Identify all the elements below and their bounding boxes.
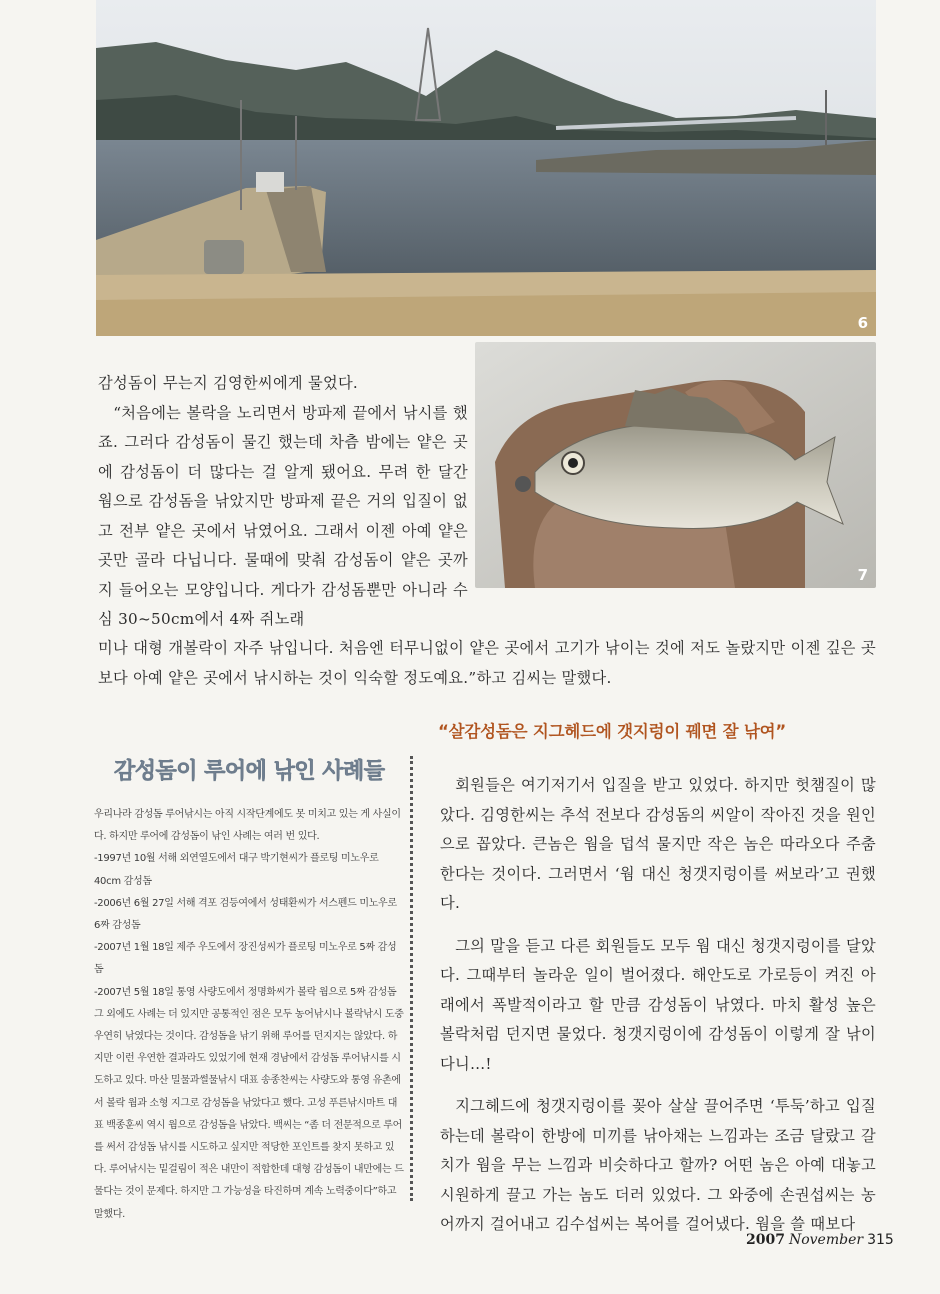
right-column-text <box>440 771 876 1240</box>
sidebar-divider <box>410 756 413 1201</box>
intro-continuation-text: 미나 대형 개볼락이 자주 낚입니다. 처음엔 터무니없이 얕은 곳에서 고기가 낚이는 것에 저도 놀랐지만 이젠 깊은 곳보다 아예 얕은 곳에서 낚시하는 것이 익숙할 정도예요.”하고 김씨는 말했다. <box>98 639 876 687</box>
intro-paragraph-1: 감성돔이 무는지 김영한씨에게 물었다. <box>98 374 359 392</box>
page-number: 315 <box>867 1232 894 1248</box>
intro-text <box>98 369 468 635</box>
sidebar-title: 감성돔이 루어에 낚인 사례들 <box>114 759 385 784</box>
intro-paragraph-2: “처음에는 볼락을 노리면서 방파제 끝에서 낚시를 했죠. 그러다 감성돔이 물긴 했는데 차츰 밤에는 얕은 곳에 감성돔이 더 많다는 걸 알게 됐어요. 무려 한 달간 웜으로 감성돔을 낚았지만 방파제 끝은 거의 입질이 없고 전부 얕은 곳에서 낚였어요. 그래서 이젠 아예 얕은 곳만 골라 다닙니다. 물때에 맞춰 감성돔이 얕은 곳까지 들어오는 모양입니다. 게다가 감성돔뿐만 아니라 수심 30~50cm에서 4짜 쥐노래 <box>98 403 468 628</box>
sidebar-case-item: -2007년 5월 18일 통영 사량도에서 정명화씨가 볼락 웜으로 5짜 감성돔 <box>94 986 397 998</box>
sidebar-case-item: -1997년 10월 서해 외연열도에서 대구 박기현씨가 플로팅 미노우로 40cm 감성돔 <box>94 853 379 887</box>
right-paragraph-1: 회원들은 여기저기서 입질을 받고 있었다. 하지만 헛챔질이 많았다. 김영한씨는 추석 전보다 감성돔의 씨알이 작아진 것을 원인으로 꼽았다. 큰놈은 웜을 덥석 물지만 작은 놈은 따라오다 주춤한다는 것이다. 그러면서 ‘웜 대신 청갯지렁이를 써보라’고 권했다. <box>440 776 876 912</box>
page-footer <box>746 1232 894 1248</box>
sidebar-case-item: -2007년 1월 18일 제주 우도에서 장진성씨가 플로팅 미노우로 5짜 감성돔 <box>94 942 397 976</box>
intro-continuation <box>98 634 876 693</box>
sidebar-paragraph: 그 외에도 사례는 더 있지만 공통적인 점은 모두 농어낚시나 볼락낚시 도중 우연히 낚였다는 것이다. 감성돔을 낚기 위해 루어를 던지지는 않았다. 하지만 이런 우연한 결과라도 있었기에 현재 경남에서 감성돔 루어낚시를 시도하고 있다. 마산 밀물과썰물낚시 대표 송종찬씨는 사량도와 통영 유촌에서 볼락 웜과 소형 지그로 감성돔을 낚았다고 했다. 고성 푸른낚시마트 대표 백종훈씨 역시 웜으로 감성돔을 낚았다. 백씨는 “좀 더 전문적으로 루어를 써서 감성돔 낚시를 시도하고 싶지만 적당한 포인트를 찾지 못하고 있다. 루어낚시는 밑걸림이 적은 내만이 적합한데 대형 감성돔이 내만에는 드물다는 것이 문제다. 하지만 그 가능성을 타진하며 계속 노력중이다”하고 말했다. <box>94 1008 404 1220</box>
photo-number-6: 6 <box>857 314 868 332</box>
harbor-photo-graphic <box>96 0 876 336</box>
harbor-photo <box>96 0 876 336</box>
sidebar-paragraph: 우리나라 감성돔 루어낚시는 아직 시작단계에도 못 미치고 있는 게 사실이다. 하지만 루어에 감성돔이 낚인 사례는 여러 번 있다. <box>94 809 401 843</box>
right-paragraph-3: 지그헤드에 청갯지렁이를 꽂아 살살 끌어주면 ‘투둑’하고 입질하는데 볼락이 한방에 미끼를 낚아채는 느낌과는 조금 달랐고 갈치가 웜을 무는 느낌과 비슷하다고 할까? 어떤 놈은 아예 대놓고 시원하게 끌고 가는 놈도 더러 있었다. 그 와중에 손권섭씨는 농어까지 걸어내고 김수섭씨는 복어를 걸어냈다. 웜을 쓸 때보다 <box>440 1097 876 1233</box>
lure-cases-sidebar <box>80 746 414 1220</box>
sidebar-case-item: -2006년 6월 27일 서해 격포 검등여에서 성태환씨가 서스펜드 미노우로 6짜 감성돔 <box>94 897 397 932</box>
sidebar-body <box>94 804 404 1226</box>
photo-number-7: 7 <box>857 566 868 584</box>
footer-year: 2007 <box>746 1232 785 1248</box>
fish-in-hand-graphic <box>475 342 876 588</box>
right-paragraph-2: 그의 말을 듣고 다른 회원들도 모두 웜 대신 청갯지렁이를 달았다. 그때부터 놀라운 일이 벌어졌다. 해안도로 가로등이 켜진 아래에서 폭발적이라고 할 만큼 감성돔이 낚였다. 마치 활성 높은 볼락처럼 던지면 물었다. 청갯지렁이에 감성돔이 이렇게 잘 낚이다니…! <box>440 936 876 1073</box>
fish-photo <box>475 342 876 588</box>
section-subheading: “살감성돔은 지그헤드에 갯지렁이 꿰면 잘 낚여” <box>438 722 787 741</box>
footer-month: November <box>788 1232 864 1248</box>
